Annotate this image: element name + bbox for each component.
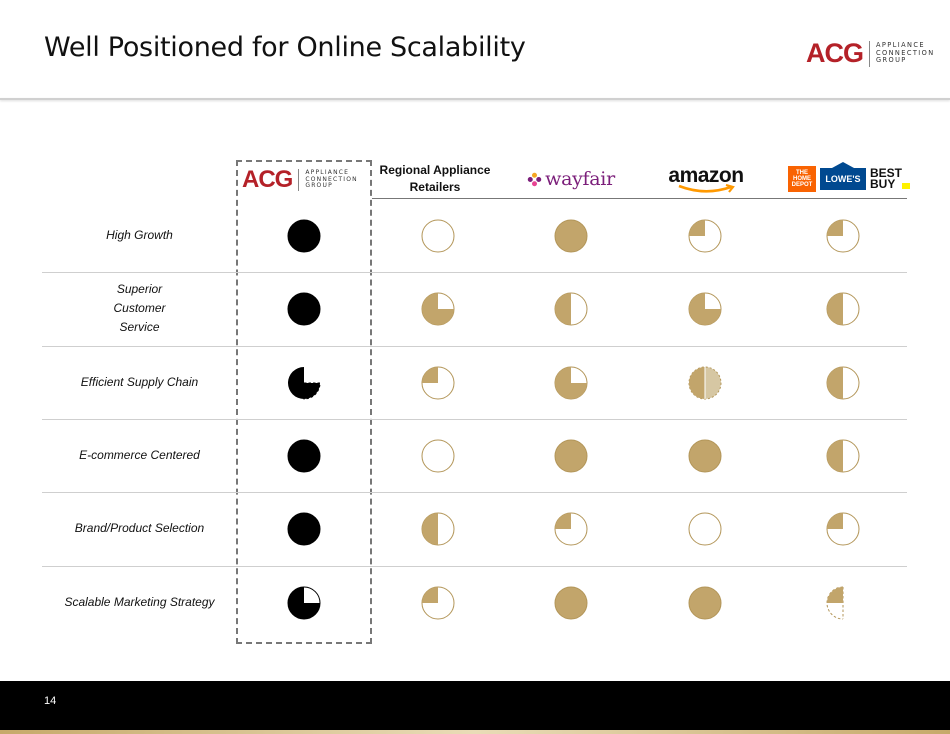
harvey-ball-icon xyxy=(552,364,590,402)
rating-wayfair xyxy=(552,364,590,402)
harvey-ball-icon xyxy=(285,364,323,402)
bestbuy-line1: BEST xyxy=(870,166,903,180)
acg-column-logo-mark: ACG xyxy=(242,166,293,193)
acg-logo-line1: APPLIANCE xyxy=(876,41,925,50)
column-header-regional: Regional Appliance Retailers xyxy=(379,163,491,194)
table-row xyxy=(42,346,907,419)
rating-big-box xyxy=(824,364,862,402)
harvey-ball-icon xyxy=(419,364,457,402)
wayfair-logo xyxy=(518,160,626,198)
rating-regional xyxy=(419,437,457,475)
harvey-ball-icon xyxy=(285,584,323,622)
harvey-ball-icon xyxy=(824,437,862,475)
acg-column-logo-line2: CONNECTION xyxy=(305,175,358,183)
table-row xyxy=(42,492,907,565)
bestbuy-line2: BUY xyxy=(870,177,896,191)
table-row xyxy=(42,199,907,272)
table-row xyxy=(42,272,907,345)
harvey-ball-icon xyxy=(285,217,323,255)
harvey-ball-icon xyxy=(686,290,724,328)
wayfair-pinwheel-icon xyxy=(527,171,543,187)
rating-acg xyxy=(285,584,323,622)
bestbuy-logo xyxy=(870,168,908,190)
rating-regional xyxy=(419,584,457,622)
rating-amazon xyxy=(686,510,724,548)
rating-amazon xyxy=(686,584,724,622)
wayfair-wordmark: wayfair xyxy=(545,168,615,190)
rating-wayfair xyxy=(552,290,590,328)
acg-column-logo-words xyxy=(305,170,358,190)
rating-regional xyxy=(419,510,457,548)
harvey-ball-icon xyxy=(824,290,862,328)
harvey-ball-icon xyxy=(686,510,724,548)
header-divider xyxy=(0,98,950,100)
harvey-ball-icon xyxy=(419,217,457,255)
rating-acg xyxy=(285,290,323,328)
harvey-ball-icon xyxy=(419,510,457,548)
harvey-ball-icon xyxy=(824,584,862,622)
harvey-ball-icon xyxy=(285,290,323,328)
lowes-logo: LOWE'S xyxy=(820,168,866,190)
harvey-ball-icon xyxy=(419,437,457,475)
harvey-ball-icon xyxy=(686,584,724,622)
harvey-ball-icon xyxy=(552,217,590,255)
rating-amazon xyxy=(686,364,724,402)
harvey-ball-icon xyxy=(552,290,590,328)
harvey-ball-icon xyxy=(824,510,862,548)
harvey-ball-icon xyxy=(285,510,323,548)
rating-acg xyxy=(285,217,323,255)
rating-amazon xyxy=(686,217,724,255)
harvey-ball-icon xyxy=(686,364,724,402)
rating-big-box xyxy=(824,584,862,622)
acg-column-logo xyxy=(242,166,358,194)
harvey-ball-icon xyxy=(552,584,590,622)
amazon-wordmark: amazon xyxy=(668,163,744,187)
harvey-ball-icon xyxy=(419,584,457,622)
row-label: Brand/Product Selection xyxy=(74,521,205,536)
acg-column-logo-line1: APPLIANCE xyxy=(305,168,350,176)
acg-logo-line3: GROUP xyxy=(876,56,907,65)
home-depot-logo: THE HOME DEPOT xyxy=(788,166,816,192)
rating-big-box xyxy=(824,510,862,548)
rating-big-box xyxy=(824,217,862,255)
slide-title: Well Positioned for Online Scalability xyxy=(44,32,526,63)
acg-logo-words xyxy=(876,42,935,64)
footer-bar xyxy=(0,681,950,730)
table-row xyxy=(42,566,907,639)
harvey-ball-icon xyxy=(285,437,323,475)
rating-regional xyxy=(419,290,457,328)
rating-big-box xyxy=(824,437,862,475)
amazon-logo xyxy=(656,160,756,198)
harvey-ball-icon xyxy=(686,437,724,475)
harvey-ball-icon xyxy=(419,290,457,328)
rating-acg xyxy=(285,510,323,548)
acg-logo xyxy=(806,38,935,69)
rating-amazon xyxy=(686,290,724,328)
acg-column-logo-line3: GROUP xyxy=(305,182,333,190)
rating-amazon xyxy=(686,437,724,475)
row-label: High Growth xyxy=(106,228,173,242)
footer-gold-line xyxy=(0,730,950,734)
rating-regional xyxy=(419,217,457,255)
acg-logo-mark: ACG xyxy=(806,38,863,68)
rating-regional xyxy=(419,364,457,402)
harvey-ball-icon xyxy=(686,217,724,255)
row-label: Scalable Marketing Strategy xyxy=(64,594,215,609)
rating-big-box xyxy=(824,290,862,328)
logo-divider xyxy=(869,41,870,67)
rating-wayfair xyxy=(552,510,590,548)
acg-logo-line2: CONNECTION xyxy=(876,48,935,57)
rating-wayfair xyxy=(552,217,590,255)
table-row xyxy=(42,419,907,492)
logo-divider xyxy=(298,169,299,191)
rating-wayfair xyxy=(552,437,590,475)
big-box-retailers-logos xyxy=(788,160,908,198)
row-label: E-commerce Centered xyxy=(79,447,200,462)
rating-acg xyxy=(285,364,323,402)
row-label: Efficient Supply Chain xyxy=(80,374,199,389)
page-number: 14 xyxy=(44,695,57,707)
harvey-ball-icon xyxy=(824,217,862,255)
row-label: Superior Customer Service xyxy=(113,282,166,335)
rating-acg xyxy=(285,437,323,475)
harvey-ball-icon xyxy=(552,437,590,475)
harvey-ball-icon xyxy=(552,510,590,548)
rating-wayfair xyxy=(552,584,590,622)
amazon-smile-icon xyxy=(671,184,741,194)
harvey-ball-icon xyxy=(824,364,862,402)
